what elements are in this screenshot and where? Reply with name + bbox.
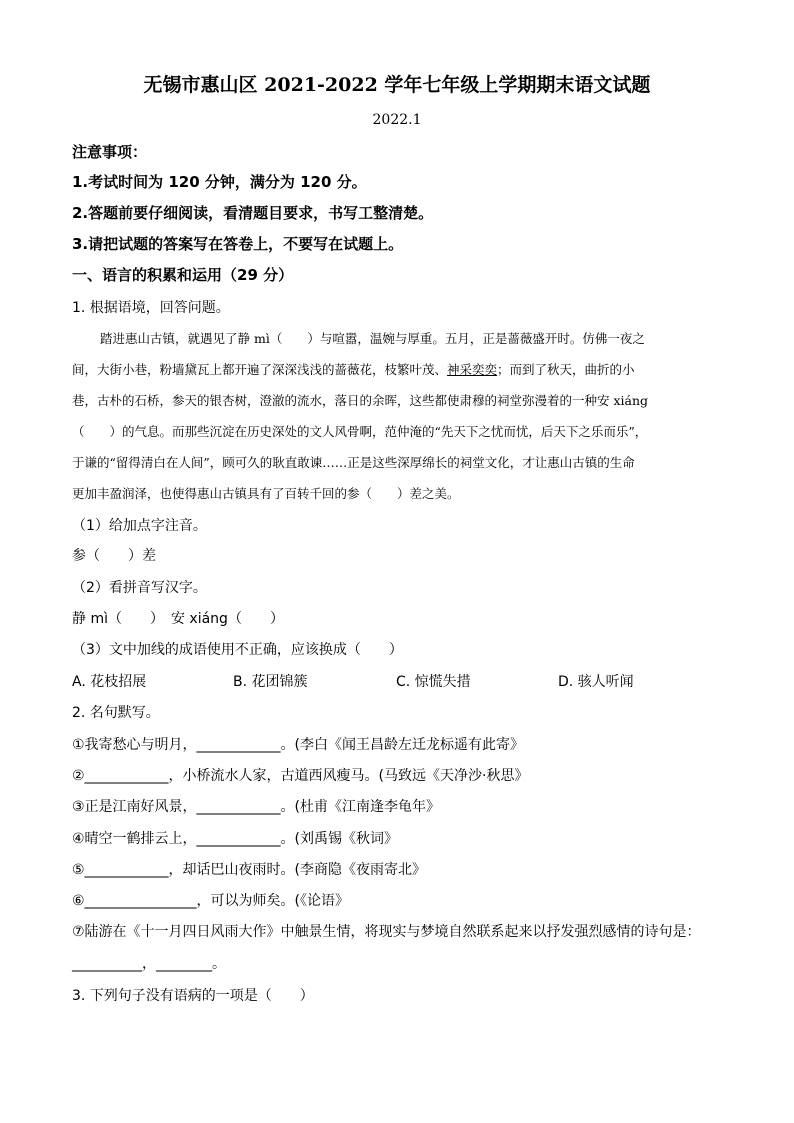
recitation-item: ③正是江南好风景，____________。(杜甫《江南逢李龟年》	[72, 799, 441, 815]
question-2-stem: 2. 名句默写。	[72, 705, 160, 721]
option-c: C. 惊慌失措	[396, 674, 471, 690]
notice-item: 1.考试时间为 120 分钟，满分为 120 分。	[72, 173, 367, 191]
recitation-item: ②____________，小桥流水人家，古道西风瘦马。(马致远《天净沙·秋思》	[72, 768, 529, 784]
passage-text: 踏进惠山古镇，就遇见了静 mì（ ）与喧嚣，温婉与厚重。五月，正是蔷薇盛开时。仿佛一夜之	[100, 331, 645, 346]
notice-item: 3.请把试题的答案写在答卷上，不要写在试题上。	[72, 235, 404, 253]
recitation-item: ⑥________________，可以为师矣。(《论语》	[72, 893, 350, 909]
option-a: A. 花枝招展	[72, 674, 147, 690]
answer-blank-pinyin: 静 mì（ ） 安 xiáng（ ）	[72, 611, 284, 627]
passage-text: 间，大街小巷，粉墙黛瓦上都开遍了深深浅浅的蔷薇花，枝繁叶茂、	[72, 362, 448, 377]
passage-line: 更加丰盈润泽，也使得惠山古镇具有了百转千回的参（ ）差之美。	[72, 486, 460, 501]
sub-question-2: （2）看拼音写汉字。	[72, 580, 207, 596]
passage-line: （ ）的气息。而那些沉淀在历史深处的文人风骨啊，范仲淹的“先天下之忧而忧，后天下之乐而乐”，	[72, 424, 648, 439]
passage-line	[100, 329, 720, 349]
sub-question-3: （3）文中加线的成语使用不正确，应该换成（ ）	[72, 642, 403, 658]
question-3-stem: 3. 下列句子没有语病的一项是（ ）	[72, 988, 314, 1004]
option-d: D. 骇人听闻	[558, 674, 634, 690]
exam-title: 无锡市惠山区 2021-2022 学年七年级上学期期末语文试题	[143, 74, 651, 96]
recitation-item: ①我寄愁心与明月，____________。(李白《闻王昌龄左迁龙标遥有此寄》	[72, 737, 525, 753]
answer-blank-can: 参（ ）差	[72, 548, 156, 564]
section-heading: 一、语言的积累和运用（29 分）	[72, 266, 294, 284]
exam-date: 2022.1	[372, 112, 422, 128]
recitation-item: ⑤____________，却话巴山夜雨时。(李商隐《夜雨寄北》	[72, 862, 427, 878]
recitation-item: ⑦陆游在《十一月四日风雨大作》中触景生情，将现实与梦境自然联系起来以抒发强烈感情的诗句是：	[72, 924, 701, 940]
sub-question-1: （1）给加点字注音。	[72, 518, 207, 534]
option-b: B. 花团锦簇	[233, 674, 308, 690]
passage-line: 巷，古朴的石桥，参天的银杏树，澄澈的流水，落日的余晖，这些都使肃穆的祠堂弥漫着的一种安 xiáng	[72, 393, 649, 408]
passage-text: ；而到了秋天，曲折的小	[497, 362, 635, 377]
notice-heading: 注意事项：	[72, 143, 148, 161]
underlined-idiom: 神采奕奕	[447, 362, 498, 377]
recitation-blanks: __________，________。	[72, 956, 226, 972]
passage-line: 于谦的“留得清白在人间”，顾可久的耿直敢谏……正是这些深厚绵长的祠堂文化，才让惠山古镇的生命	[72, 455, 635, 470]
question-1-stem: 1. 根据语境，回答问题。	[72, 300, 230, 316]
notice-item: 2.答题前要仔细阅读，看清题目要求，书写工整清楚。	[72, 204, 434, 222]
passage-line	[72, 360, 635, 380]
recitation-item: ④晴空一鹤排云上，____________。(刘禹锡《秋词》	[72, 831, 399, 847]
